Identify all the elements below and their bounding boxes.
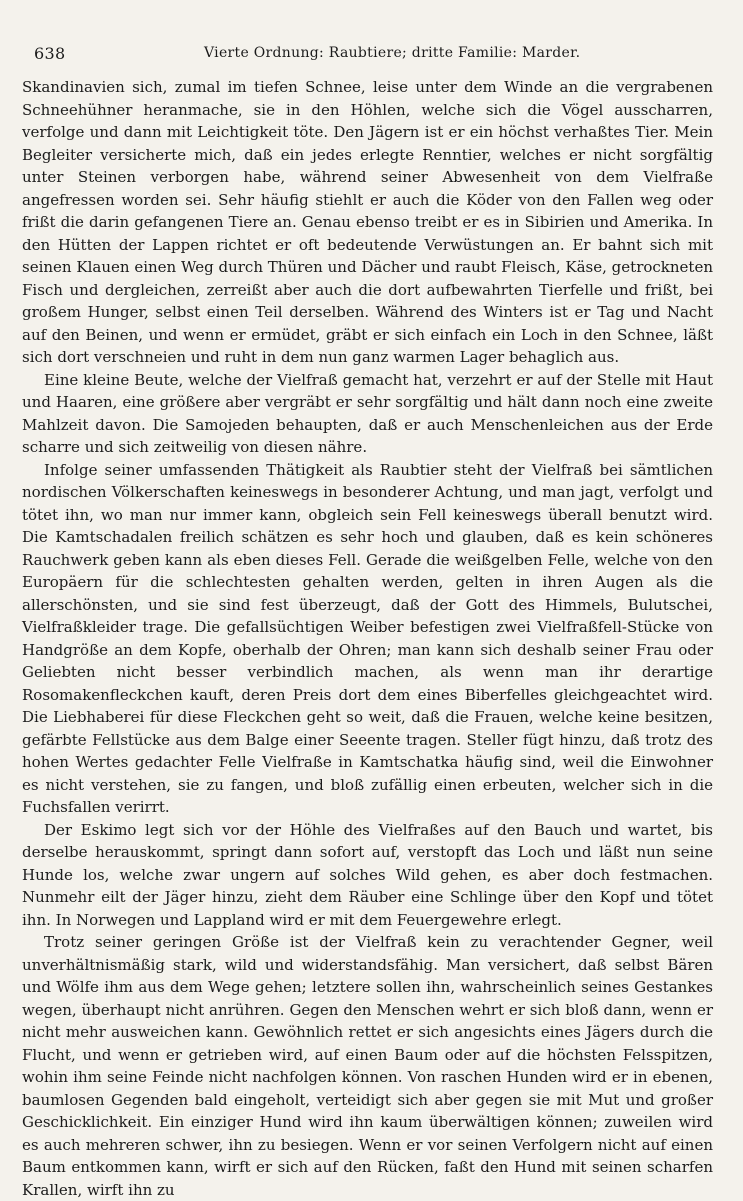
page-number: 638 — [34, 44, 66, 63]
paragraph: Skandinavien sich, zumal im tiefen Schnee, leise unter dem Winde an die vergrabenen Schneehühner heranmache, sie in den Höhlen, welche sich die Vögel ausscharren, verfolge und dann mit Leichtigkeit töte. Den Jägern ist er ein höchst verhaßtes Tier. Mein Begleiter versicherte mich, daß ein jedes erlegte Renntier, welches er nicht sorgfältig unter Steinen verborgen habe, während seiner Abwesenheit von dem Vielfraße angefressen worden sei. Sehr häufig stiehlt er auch die Köder von den Fallen weg oder frißt die darin gefangenen Tiere an. Genau ebenso treibt er es in Sibirien und Amerika. In den Hütten der Lappen richtet er oft bedeutende Verwüstungen an. Er bahnt sich mit seinen Klauen einen Weg durch Thüren und Dächer und raubt Fleisch, Käse, getrockneten Fisch und dergleichen, zerreißt aber auch die dort aufbewahrten Tierfelle und frißt, bei großem Hunger, selbst einen Teil derselben. Während des Winters ist er Tag und Nacht auf den Beinen, und wenn er ermüdet, gräbt er sich einfach ein Loch in den Schnee, läßt sich dort verschneien und ruht in dem nun ganz warmen Lager behaglich aus. — [22, 78, 713, 366]
paragraph: Trotz seiner geringen Größe ist der Vielfraß kein zu verachtender Gegner, weil unverhältnismäßig stark, wild und widerstandsfähig. Man versichert, daß selbst Bären und Wölfe ihm aus dem Wege gehen; letztere sollen ihn, wahrscheinlich seines Gestankes wegen, überhaupt nicht anrühren. Gegen den Menschen wehrt er sich bloß dann, wenn er nicht mehr ausweichen kann. Gewöhnlich rettet er sich angesichts eines Jägers durch die Flucht, und wenn er getrieben wird, auf einen Baum oder auf die höchsten Felsspitzen, wohin ihm seine Feinde nicht nachfolgen können. Von raschen Hunden wird er in ebenen, baumlosen Gegenden bald eingeholt, verteidigt sich aber gegen sie mit Mut und großer Geschicklichkeit. Ein einziger Hund wird ihn kaum überwältigen können; zuweilen wird es auch mehreren schwer, ihn zu besiegen. Wenn er vor seinen Verfolgern nicht auf einen Baum entkommen kann, wirft er sich auf den Rücken, faßt den Hund mit seinen scharfen Krallen, wirft ihn zu — [22, 933, 713, 1199]
body-text — [22, 76, 713, 1201]
paragraph: Eine kleine Beute, welche der Vielfraß gemacht hat, verzehrt er auf der Stelle mit Haut und Haaren, eine größere aber vergräbt er sehr sorgfältig und hält dann noch eine zweite Mahlzeit davon. Die Samojeden behaupten, daß er auch Menschenleichen aus der Erde scharre und sich zeitweilig von diesen nähre. — [22, 370, 713, 456]
chapter-header: Vierte Ordnung: Raubtiere; dritte Familie: Marder. — [204, 45, 581, 61]
running-head — [22, 44, 713, 76]
paragraph: Der Eskimo legt sich vor der Höhle des Vielfraßes auf den Bauch und wartet, bis derselbe herauskommt, springt dann sofort auf, verstopft das Loch und läßt nun seine Hunde los, welche zwar ungern auf solches Wild gehen, es aber doch festmachen. Nunmehr eilt der Jäger hinzu, zieht dem Räuber eine Schlinge über den Kopf und tötet ihn. In Norwegen und Lappland wird er mit dem Feuergewehre erlegt. — [22, 820, 713, 929]
paragraph: Infolge seiner umfassenden Thätigkeit als Raubtier steht der Vielfraß bei sämtlichen nordischen Völkerschaften keineswegs in besonderer Achtung, und man jagt, verfolgt und tötet ihn, wo man nur immer kann, obgleich sein Fell keineswegs überall benutzt wird. Die Kamtschadalen freilich schätzen es sehr hoch und glauben, daß es kein schöneres Rauchwerk geben kann als eben dieses Fell. Gerade die weißgelben Felle, welche von den Europäern für die schlechtesten gehalten werden, gelten in ihren Augen als die allerschönsten, und sie sind fest überzeugt, daß der Gott des Himmels, Bulutschei, Vielfraßkleider trage. Die gefallsüchtigen Weiber befestigen zwei Vielfraßfell-Stücke von Handgröße an dem Kopfe, oberhalb der Ohren; man kann sich deshalb seiner Frau oder Geliebten nicht besser verbindlich machen, als wenn man ihr derartige Rosomakenfleckchen kauft, deren Preis dort dem eines Biberfelles gleichgeachtet wird. Die Liebhaberei für diese Fleckchen geht so weit, daß die Frauen, welche keine besitzen, gefärbte Fellstücke aus dem Balge einer Seeente tragen. Steller fügt hinzu, daß trotz des hohen Wertes gedachter Felle Vielfraße in Kamtschatka häufig sind, weil die Einwohner es nicht verstehen, sie zu fangen, und bloß zufällig einen erbeuten, welcher sich in die Fuchsfallen verirrt. — [22, 460, 713, 816]
